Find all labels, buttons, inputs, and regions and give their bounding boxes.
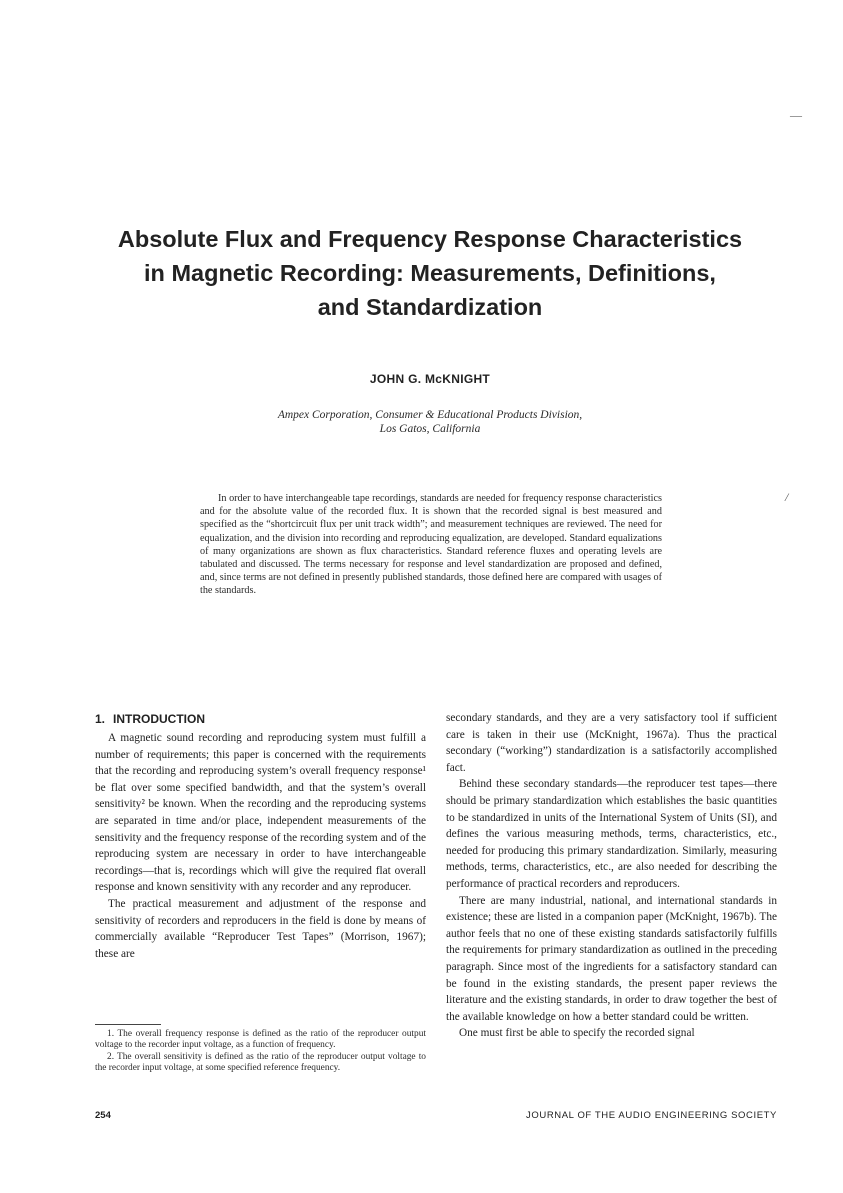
abstract-text: In order to have interchangeable tape recordings, standards are needed for frequency response characteristics and for the absolute value of the recorded flux. It is shown that the recorded signal is best measured and specified as the “shortcircuit flux per unit track width”; and measurement techniques are reviewed. The need for equalization, and the division into recording and reproducing equalization, are developed. Standard equalizations of many organizations are shown as flux characteristics. Standard reference fluxes and operating levels are tabulated and discussed. The terms necessary for response and level standardization are proposed and defined, and, since terms are not defined in presently published standards, those defined here are compared with usages of the standards. <box>200 493 662 597</box>
paper-title <box>60 222 800 324</box>
affiliation-line-2: Los Gatos, California <box>379 423 481 435</box>
left-paragraph-1: A magnetic sound recording and reproducing system must fulfill a number of requirements; this paper is concerned with the requirements that the recording and reproducing system’s overall frequency response¹ be flat over some specified bandwidth, and that the system’s overall sensitivity² be known. When the recording and the reproducing systems are separated in time and/or place, independent measurements of the sensitivity and the frequency response of the recording system and of the reproducing system are necessary in order to have interchangeable recordings—that is, recordings which will give the required flat overall response and known sensitivity with any recorder and any reproducer. <box>95 732 426 894</box>
right-paragraph-2: Behind these secondary standards—the reproducer test tapes—there should be primary standardization which establishes the basic quantities to be standardized in units of the International System of Units (SI), and defines the various measuring methods, terms, characteristics, etc., needed for producing this primary standardization. Similarly, measuring methods, terms, characteristics, etc., are also needed for describing the performance of practical recorders and reproducers. <box>446 778 777 890</box>
scan-mark: — <box>790 108 802 122</box>
right-paragraph-4: One must first be able to specify the recorded signal <box>459 1027 695 1040</box>
footnote-2: 2. The overall sensitivity is defined as the ratio of the reproducer output voltage to the recorder input voltage, at some specified reference frequency. <box>95 1051 426 1074</box>
journal-name: JOURNAL OF THE AUDIO ENGINEERING SOCIETY <box>526 1110 777 1121</box>
title-line-1: Absolute Flux and Frequency Response Characteristics <box>117 226 743 252</box>
left-paragraph-2: The practical measurement and adjustment of the response and sensitivity of recorders and reproducers in the field is done by means of commercially available “Reproducer Test Tapes” (Morrison, 1967); these are <box>95 897 426 960</box>
abstract <box>200 492 662 598</box>
footnote-rule <box>95 1024 161 1025</box>
margin-mark: / <box>785 490 789 504</box>
section-title: INTRODUCTION <box>113 712 206 726</box>
page-number: 254 <box>95 1110 111 1121</box>
section-number: 1. <box>95 712 106 726</box>
right-paragraph-3: There are many industrial, national, and international standards in existence; these are listed in a companion paper (McKnight, 1967b). The author feels that no one of these existing standards satisfactorily fulfills the requirements for primary standardization as outlined in the preceding paragraph. Since most of the ingredients for a satisfactory standard can be found in the existing standards, the present paper reviews the literature and the existing standards, in order to draw together the best of the available knowledge on how a better standard could be written. <box>446 894 777 1023</box>
affiliation-line-1: Ampex Corporation, Consumer & Educational Products Division, <box>277 409 583 421</box>
footnote-1: 1. The overall frequency response is defined as the ratio of the reproducer output voltage to the recorder input voltage, as a function of frequency. <box>95 1029 426 1051</box>
section-heading <box>95 710 426 728</box>
footnotes <box>95 1029 426 1075</box>
right-column <box>446 710 777 1042</box>
title-line-2: in Magnetic Recording: Measurements, Definitions, <box>144 260 716 286</box>
left-column <box>95 710 426 962</box>
affiliation <box>200 408 660 436</box>
author-name: JOHN G. McKNIGHT <box>369 372 491 386</box>
right-paragraph-1: secondary standards, and they are a very satisfactory tool if sufficient care is taken in their use (McKnight, 1967a). Thus the practical secondary (“working”) standardization is a satisfactorily accomplished fact. <box>446 712 777 774</box>
title-line-3: and Standardization <box>317 294 543 320</box>
